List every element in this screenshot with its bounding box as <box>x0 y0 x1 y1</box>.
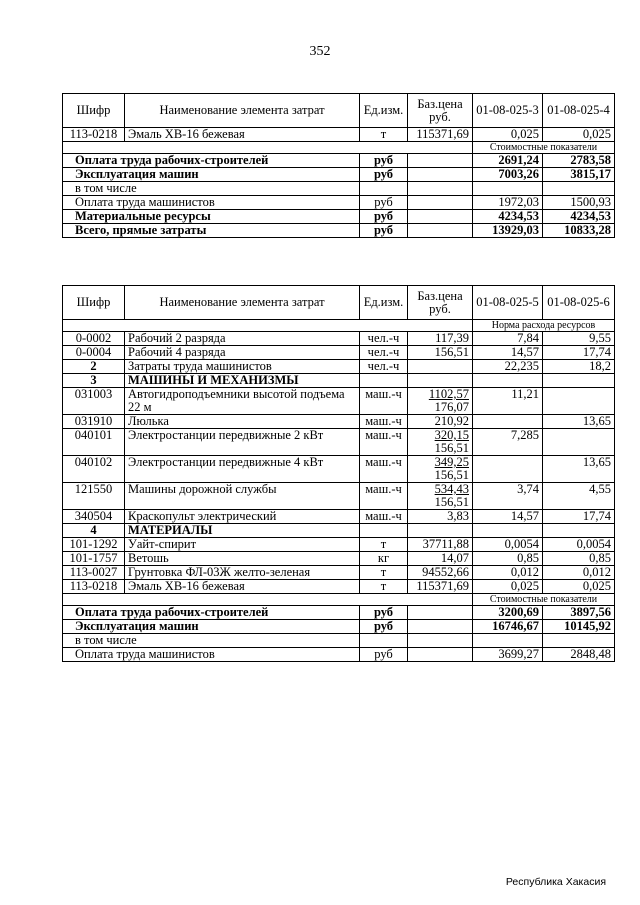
row-name: Рабочий 2 разряда <box>125 332 360 346</box>
row-code: 4 <box>63 524 125 538</box>
row-price <box>408 510 473 524</box>
summary-v1: 2691,24 <box>473 154 543 168</box>
row-v1: 0,012 <box>473 566 543 580</box>
row-code: 031910 <box>63 415 125 429</box>
table-row <box>63 360 615 374</box>
row-code: 040101 <box>63 429 125 456</box>
price-machinist-value: 156,51 <box>434 468 469 482</box>
summary-price <box>408 606 473 620</box>
row-v2: 0,012 <box>543 566 615 580</box>
row-v1: 14,57 <box>473 346 543 360</box>
row-name: Машины дорожной службы <box>125 483 360 510</box>
row-code: 031003 <box>63 388 125 415</box>
header-col2: 01-08-025-4 <box>543 94 615 128</box>
row-v1: 22,235 <box>473 360 543 374</box>
section-row <box>63 320 615 332</box>
row-v2: 17,74 <box>543 346 615 360</box>
row-v2: 0,025 <box>543 580 615 594</box>
row-v2: 18,2 <box>543 360 615 374</box>
row-v2: 0,025 <box>543 128 615 142</box>
price-value: 534,43 <box>434 482 469 496</box>
summary-row <box>63 606 615 620</box>
row-name: Краскопульт электрический <box>125 510 360 524</box>
summary-price <box>408 224 473 238</box>
summary-name: Оплата труда машинистов <box>63 196 360 210</box>
section-label: Стоимостные показатели <box>473 594 615 606</box>
row-name: Ветошь <box>125 552 360 566</box>
header-col1: 01-08-025-3 <box>473 94 543 128</box>
summary-v1: 4234,53 <box>473 210 543 224</box>
table-row <box>63 346 615 360</box>
summary-v1: 3200,69 <box>473 606 543 620</box>
summary-v1: 16746,67 <box>473 620 543 634</box>
summary-unit: руб <box>360 620 408 634</box>
row-v2: 13,65 <box>543 456 615 483</box>
row-v1 <box>473 374 543 388</box>
resource-table-2 <box>62 285 615 662</box>
summary-price <box>408 620 473 634</box>
price-value: 349,25 <box>434 455 469 469</box>
header-unit: Ед.изм. <box>360 286 408 320</box>
row-price <box>408 524 473 538</box>
summary-row <box>63 210 615 224</box>
summary-name: Оплата труда рабочих-строителей <box>63 154 360 168</box>
row-v1: 7,285 <box>473 429 543 456</box>
table-row <box>63 483 615 510</box>
row-code: 101-1292 <box>63 538 125 552</box>
price-value: 14,07 <box>440 551 469 565</box>
summary-price <box>408 154 473 168</box>
row-unit: чел.-ч <box>360 346 408 360</box>
summary-name: Эксплуатация машин <box>63 168 360 182</box>
price-value: 1102,57 <box>428 387 469 401</box>
summary-row <box>63 168 615 182</box>
summary-v1 <box>473 634 543 648</box>
row-code: 040102 <box>63 456 125 483</box>
row-name: Автогидроподъемники высотой подъема 22 м <box>125 388 360 415</box>
summary-price <box>408 210 473 224</box>
header-price: Баз.цена руб. <box>408 94 473 128</box>
row-name: Электростанции передвижные 2 кВт <box>125 429 360 456</box>
row-code: 3 <box>63 374 125 388</box>
section-label: Стоимостные показатели <box>473 142 615 154</box>
summary-unit: руб <box>360 154 408 168</box>
header-unit: Ед.изм. <box>360 94 408 128</box>
row-v2: 0,0054 <box>543 538 615 552</box>
summary-price <box>408 634 473 648</box>
row-unit: маш.-ч <box>360 483 408 510</box>
row-price: 115371,69 <box>408 128 473 142</box>
summary-name: Эксплуатация машин <box>63 620 360 634</box>
row-v2: 13,65 <box>543 415 615 429</box>
summary-row <box>63 154 615 168</box>
summary-price <box>408 648 473 662</box>
row-unit: т <box>360 566 408 580</box>
row-name: МАШИНЫ И МЕХАНИЗМЫ <box>125 374 360 388</box>
table-row <box>63 552 615 566</box>
row-price <box>408 332 473 346</box>
summary-row <box>63 634 615 648</box>
row-price <box>408 566 473 580</box>
table-row <box>63 566 615 580</box>
row-price <box>408 388 473 415</box>
row-price <box>408 456 473 483</box>
row-v1: 3,74 <box>473 483 543 510</box>
header-col2: 01-08-025-6 <box>543 286 615 320</box>
row-v2: 17,74 <box>543 510 615 524</box>
table-row <box>63 388 615 415</box>
row-v1: 0,0054 <box>473 538 543 552</box>
summary-v2: 10833,28 <box>543 224 615 238</box>
summary-v2: 3897,56 <box>543 606 615 620</box>
table-row <box>63 456 615 483</box>
summary-unit: руб <box>360 648 408 662</box>
row-v1: 0,025 <box>473 580 543 594</box>
row-price <box>408 538 473 552</box>
row-v2: 4,55 <box>543 483 615 510</box>
row-unit: т <box>360 538 408 552</box>
header-name: Наименование элемента затрат <box>125 94 360 128</box>
row-v2 <box>543 388 615 415</box>
section-row <box>63 594 615 606</box>
section-row <box>63 142 615 154</box>
summary-unit: руб <box>360 210 408 224</box>
row-unit <box>360 524 408 538</box>
row-name: Затраты труда машинистов <box>125 360 360 374</box>
row-unit: т <box>360 128 408 142</box>
row-name: Электростанции передвижные 4 кВт <box>125 456 360 483</box>
section-label: Норма расхода ресурсов <box>473 320 615 332</box>
price-machinist-value: 156,51 <box>434 495 469 509</box>
summary-row <box>63 196 615 210</box>
row-price <box>408 346 473 360</box>
summary-price <box>408 182 473 196</box>
price-value: 37711,88 <box>422 537 469 551</box>
table-row <box>63 332 615 346</box>
row-unit: маш.-ч <box>360 415 408 429</box>
summary-v1: 1972,03 <box>473 196 543 210</box>
price-value: 156,51 <box>434 345 469 359</box>
row-code: 0-0002 <box>63 332 125 346</box>
summary-v1: 3699,27 <box>473 648 543 662</box>
row-v1 <box>473 456 543 483</box>
row-v1 <box>473 415 543 429</box>
row-name: Грунтовка ФЛ-03Ж желто-зеленая <box>125 566 360 580</box>
summary-v1: 13929,03 <box>473 224 543 238</box>
summary-v2: 3815,17 <box>543 168 615 182</box>
table-row <box>63 538 615 552</box>
row-unit: маш.-ч <box>360 388 408 415</box>
summary-name: в том числе <box>63 182 360 196</box>
footer-region: Республика Хакасия <box>505 876 606 888</box>
summary-unit <box>360 634 408 648</box>
price-value: 117,39 <box>435 331 469 345</box>
row-unit: т <box>360 580 408 594</box>
row-unit: кг <box>360 552 408 566</box>
summary-v2 <box>543 182 615 196</box>
table-row <box>63 415 615 429</box>
row-price <box>408 415 473 429</box>
row-code: 0-0004 <box>63 346 125 360</box>
row-v1: 0,85 <box>473 552 543 566</box>
header-code: Шифр <box>63 94 125 128</box>
price-value: 115371,69 <box>416 579 469 593</box>
resource-table-1 <box>62 93 615 238</box>
summary-unit: руб <box>360 168 408 182</box>
header-code: Шифр <box>63 286 125 320</box>
summary-name: Оплата труда рабочих-строителей <box>63 606 360 620</box>
row-code: 101-1757 <box>63 552 125 566</box>
summary-name: в том числе <box>63 634 360 648</box>
row-v2 <box>543 524 615 538</box>
row-v2 <box>543 429 615 456</box>
row-code: 2 <box>63 360 125 374</box>
price-value: 94552,66 <box>422 565 469 579</box>
row-price <box>408 580 473 594</box>
summary-v2 <box>543 634 615 648</box>
table-row <box>63 374 615 388</box>
price-value: 3,83 <box>447 509 469 523</box>
row-v1: 7,84 <box>473 332 543 346</box>
row-v2: 9,55 <box>543 332 615 346</box>
row-unit: маш.-ч <box>360 510 408 524</box>
row-price <box>408 483 473 510</box>
summary-v2: 10145,92 <box>543 620 615 634</box>
row-name: Рабочий 4 разряда <box>125 346 360 360</box>
row-name: Люлька <box>125 415 360 429</box>
table-row <box>63 510 615 524</box>
price-value: 210,92 <box>434 414 469 428</box>
row-v2: 0,85 <box>543 552 615 566</box>
header-col1: 01-08-025-5 <box>473 286 543 320</box>
page-number: 352 <box>309 44 331 59</box>
table-row <box>63 580 615 594</box>
row-name: Уайт-спирит <box>125 538 360 552</box>
header-price: Баз.цена руб. <box>408 286 473 320</box>
row-price <box>408 360 473 374</box>
summary-unit: руб <box>360 224 408 238</box>
row-code: 340504 <box>63 510 125 524</box>
table-header-row <box>63 94 615 128</box>
table-header-row <box>63 286 615 320</box>
summary-price <box>408 168 473 182</box>
summary-name: Оплата труда машинистов <box>63 648 360 662</box>
summary-v2: 4234,53 <box>543 210 615 224</box>
summary-v2: 2783,58 <box>543 154 615 168</box>
row-unit: чел.-ч <box>360 332 408 346</box>
row-v1: 14,57 <box>473 510 543 524</box>
header-name: Наименование элемента затрат <box>125 286 360 320</box>
row-name: Эмаль ХВ-16 бежевая <box>125 580 360 594</box>
price-machinist-value: 176,07 <box>434 400 469 414</box>
summary-row <box>63 182 615 196</box>
summary-unit: руб <box>360 196 408 210</box>
row-v1 <box>473 524 543 538</box>
row-v1: 0,025 <box>473 128 543 142</box>
row-unit: маш.-ч <box>360 429 408 456</box>
row-name: Эмаль ХВ-16 бежевая <box>125 128 360 142</box>
summary-name: Всего, прямые затраты <box>63 224 360 238</box>
row-code: 113-0027 <box>63 566 125 580</box>
row-v2 <box>543 374 615 388</box>
row-code: 121550 <box>63 483 125 510</box>
summary-v1: 7003,26 <box>473 168 543 182</box>
row-v1: 11,21 <box>473 388 543 415</box>
summary-v2: 1500,93 <box>543 196 615 210</box>
table-row <box>63 429 615 456</box>
summary-row <box>63 224 615 238</box>
table-row <box>63 128 615 142</box>
summary-v2: 2848,48 <box>543 648 615 662</box>
summary-v1 <box>473 182 543 196</box>
price-machinist-value: 156,51 <box>434 441 469 455</box>
row-unit <box>360 374 408 388</box>
price-value: 320,15 <box>434 428 469 442</box>
summary-row <box>63 648 615 662</box>
row-code: 113-0218 <box>63 580 125 594</box>
row-unit: чел.-ч <box>360 360 408 374</box>
row-price <box>408 374 473 388</box>
row-code: 113-0218 <box>63 128 125 142</box>
row-unit: маш.-ч <box>360 456 408 483</box>
row-price <box>408 429 473 456</box>
summary-name: Материальные ресурсы <box>63 210 360 224</box>
row-name: МАТЕРИАЛЫ <box>125 524 360 538</box>
row-price <box>408 552 473 566</box>
summary-row <box>63 620 615 634</box>
summary-unit: руб <box>360 606 408 620</box>
table-row <box>63 524 615 538</box>
summary-price <box>408 196 473 210</box>
summary-unit <box>360 182 408 196</box>
